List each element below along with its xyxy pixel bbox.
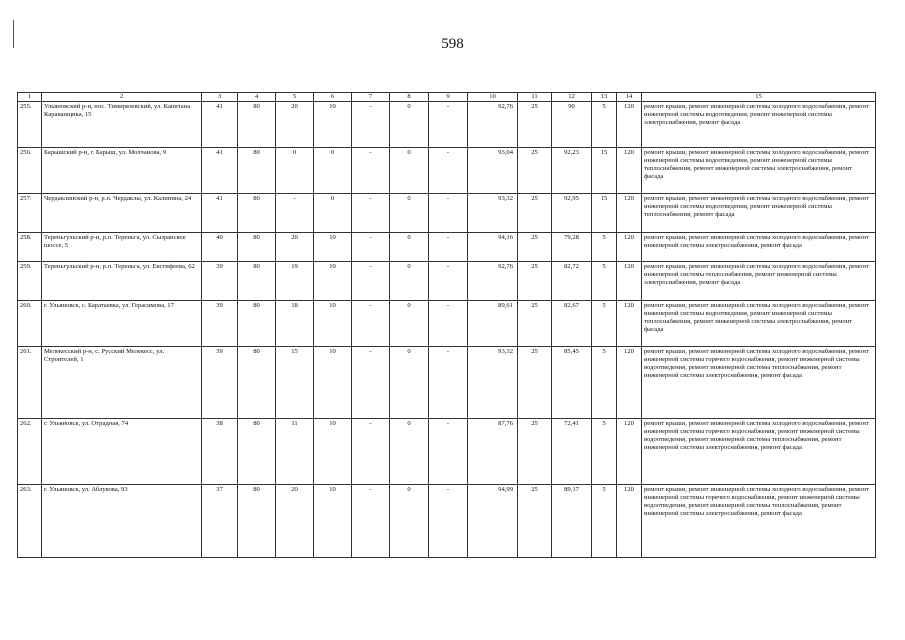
value-cell: - [352,233,390,262]
repair-schedule-table [17,92,876,558]
table-row [18,347,876,419]
value-cell: 25 [518,262,552,301]
value-cell: 120 [617,419,642,485]
row-number: 256. [18,148,42,194]
address-cell: Барышский р-н, г. Барыш, ул. Молчанова, 9 [42,148,202,194]
value-cell: - [352,102,390,148]
value-cell: - [276,194,314,233]
table-row [18,419,876,485]
value-cell: 120 [617,102,642,148]
value-cell: 41 [202,102,238,148]
row-number: 259. [18,262,42,301]
address-cell: Тереньгульский р-н, р.п. Тереньга, ул. Евстифеева, 62 [42,262,202,301]
value-cell: 18 [276,301,314,347]
row-number: 258. [18,233,42,262]
value-cell: 25 [518,485,552,558]
column-header: 5 [276,93,314,102]
value-cell: 72,41 [552,419,592,485]
value-cell: - [429,301,468,347]
value-cell: 92,95 [552,194,592,233]
value-cell: 19 [276,262,314,301]
value-cell: 41 [202,194,238,233]
work-description-cell: ремонт крыши, ремонт инженерной системы холодного водоснабжения, ремонт инженерной системы горячего водоснабжения, ремонт инженерной системы водоотведения, ремонт инженерной системы теплоснабжения, ремонт инженерной системы электроснабжения, ремонт фасада [642,485,876,558]
address-cell: Чердаклинский р-н, р.п. Чердаклы, ул. Калинина, 24 [42,194,202,233]
value-cell: 120 [617,233,642,262]
value-cell: - [429,148,468,194]
value-cell: 15 [276,347,314,419]
address-cell: Мелекесский р-н, с. Русский Мелекесс, ул. Строителей, 1 [42,347,202,419]
table-row [18,262,876,301]
value-cell: 80 [238,102,276,148]
value-cell: 0 [390,485,429,558]
column-header: 13 [592,93,617,102]
value-cell: - [352,301,390,347]
value-cell: 0 [314,148,352,194]
value-cell: 25 [518,102,552,148]
value-cell: - [429,262,468,301]
column-header: 11 [518,93,552,102]
value-cell: 25 [518,419,552,485]
column-header: 1 [18,93,42,102]
value-cell: 0 [390,301,429,347]
address-cell: Ульяновский р-н, пос. Тимирязевский, ул. Капитана Караванщика, 15 [42,102,202,148]
address-cell: г. Ульяновск, ул. Аблукова, 93 [42,485,202,558]
value-cell: 20 [276,485,314,558]
work-description-cell: ремонт крыши, ремонт инженерной системы холодного водоснабжения, ремонт инженерной системы горячего водоснабжения, ремонт инженерной системы водоотведения, ремонт инженерной системы теплоснабжения, ремонт инженерной системы электроснабжения, ремонт фасада [642,419,876,485]
work-description-cell: ремонт крыши, ремонт инженерной системы холодного водоснабжения, ремонт инженерной системы водоотведения, ремонт инженерной системы теплоснабжения, ремонт инженерной системы электроснабжения, ремонт фасада [642,301,876,347]
value-cell: 80 [238,485,276,558]
value-cell: - [429,233,468,262]
work-description-cell: ремонт крыши, ремонт инженерной системы холодного водоснабжения, ремонт инженерной системы электроснабжения, ремонт фасада [642,233,876,262]
value-cell: 39 [202,262,238,301]
value-cell: - [352,419,390,485]
value-cell: 94,16 [468,233,518,262]
value-cell: 20 [276,233,314,262]
column-header: 7 [352,93,390,102]
value-cell: 37 [202,485,238,558]
value-cell: 120 [617,347,642,419]
value-cell: 39 [202,301,238,347]
value-cell: 25 [518,233,552,262]
value-cell: 0 [390,262,429,301]
work-description-cell: ремонт крыши, ремонт инженерной системы холодного водоснабжения, ремонт инженерной системы теплоснабжения, ремонт инженерной системы электроснабжения, ремонт фасада [642,262,876,301]
value-cell: - [352,148,390,194]
value-cell: 120 [617,262,642,301]
value-cell: 80 [238,233,276,262]
value-cell: 0 [390,148,429,194]
value-cell: 10 [314,301,352,347]
value-cell: 82,72 [552,262,592,301]
value-cell: 5 [592,485,617,558]
value-cell: 120 [617,485,642,558]
table-row [18,102,876,148]
table-row [18,233,876,262]
value-cell: 5 [592,347,617,419]
value-cell: 25 [518,301,552,347]
value-cell: 25 [518,148,552,194]
value-cell: - [352,347,390,419]
table-row [18,148,876,194]
page-number: 598 [441,36,464,52]
value-cell: 0 [314,194,352,233]
value-cell: 80 [238,301,276,347]
value-cell: - [429,485,468,558]
column-header: 6 [314,93,352,102]
value-cell: 0 [390,419,429,485]
value-cell: 92,76 [468,102,518,148]
value-cell: 82,67 [552,301,592,347]
value-cell: 25 [518,194,552,233]
value-cell: 39 [202,347,238,419]
work-description-cell: ремонт крыши, ремонт инженерной системы холодного водоснабжения, ремонт инженерной системы горячего водоснабжения, ремонт инженерной системы водоотведения, ремонт инженерной системы теплоснабжения, ремонт инженерной системы электроснабжения, ремонт фасада [642,347,876,419]
value-cell: 92,23 [552,148,592,194]
work-description-cell: ремонт крыши, ремонт инженерной системы холодного водоснабжения, ремонт инженерной системы водоотведения, ремонт инженерной системы электроснабжения, ремонт фасада [642,102,876,148]
column-header: 8 [390,93,429,102]
row-number: 257. [18,194,42,233]
value-cell: - [352,262,390,301]
value-cell: - [352,485,390,558]
table-row [18,194,876,233]
row-number: 260. [18,301,42,347]
value-cell: 94,99 [468,485,518,558]
value-cell: 89,61 [468,301,518,347]
value-cell: 25 [518,347,552,419]
value-cell: 80 [238,347,276,419]
value-cell: 80 [238,419,276,485]
column-header: 3 [202,93,238,102]
value-cell: 80 [238,262,276,301]
column-header: 4 [238,93,276,102]
row-number: 255. [18,102,42,148]
address-cell: г. Ульяновск, с. Баратаевка, ул. Герасимова, 17 [42,301,202,347]
value-cell: 11 [276,419,314,485]
value-cell: - [429,347,468,419]
column-header: 10 [468,93,518,102]
value-cell: 40 [202,233,238,262]
value-cell: 41 [202,148,238,194]
value-cell: 120 [617,301,642,347]
column-header: 15 [642,93,876,102]
value-cell: 10 [314,102,352,148]
value-cell: - [429,194,468,233]
value-cell: 120 [617,148,642,194]
value-cell: 20 [276,102,314,148]
value-cell: 5 [592,102,617,148]
table-row [18,485,876,558]
row-number: 261. [18,347,42,419]
value-cell: 0 [390,233,429,262]
value-cell: 10 [314,347,352,419]
column-header: 12 [552,93,592,102]
value-cell: 5 [592,262,617,301]
value-cell: 85,45 [552,347,592,419]
value-cell: 5 [592,233,617,262]
value-cell: 120 [617,194,642,233]
value-cell: - [352,194,390,233]
column-header: 9 [429,93,468,102]
value-cell: 5 [592,301,617,347]
row-number: 263. [18,485,42,558]
value-cell: 0 [390,194,429,233]
value-cell: 0 [390,347,429,419]
address-cell: г. Ульяновск, ул. Отрадная, 74 [42,419,202,485]
table-row [18,301,876,347]
value-cell: 80 [238,194,276,233]
value-cell: 87,76 [468,419,518,485]
value-cell: 10 [314,262,352,301]
value-cell: 92,76 [468,262,518,301]
value-cell: 38 [202,419,238,485]
value-cell: 15 [592,194,617,233]
value-cell: - [429,102,468,148]
column-header: 14 [617,93,642,102]
column-header: 2 [42,93,202,102]
value-cell: 79,28 [552,233,592,262]
value-cell: 15 [592,148,617,194]
column-number-header-row [18,93,876,102]
value-cell: 93,04 [468,148,518,194]
value-cell: - [429,419,468,485]
address-cell: Тереньгульский р-н, р.п. Тереньга, ул. Сызранское шоссе, 5 [42,233,202,262]
value-cell: 10 [314,485,352,558]
value-cell: 80 [238,148,276,194]
value-cell: 0 [390,102,429,148]
value-cell: 93,32 [468,347,518,419]
work-description-cell: ремонт крыши, ремонт инженерной системы холодного водоснабжения, ремонт инженерной системы водоотведения, ремонт инженерной системы теплоснабжения, ремонт инженерной системы электроснабжения, ремонт фасада [642,148,876,194]
value-cell: 89,17 [552,485,592,558]
value-cell: 10 [314,419,352,485]
value-cell: 0 [276,148,314,194]
value-cell: 5 [592,419,617,485]
value-cell: 93,32 [468,194,518,233]
value-cell: 10 [314,233,352,262]
row-number: 262. [18,419,42,485]
value-cell: 90 [552,102,592,148]
work-description-cell: ремонт крыши, ремонт инженерной системы холодного водоснабжения, ремонт инженерной системы водоотведения, ремонт инженерной системы теплоснабжения, ремонт фасада [642,194,876,233]
